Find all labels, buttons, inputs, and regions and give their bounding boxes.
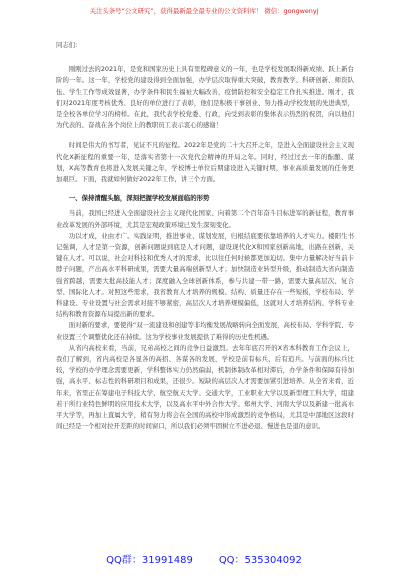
section-heading: 一、保持清醒头脑，深刻把握学校发展面临的形势 bbox=[68, 194, 210, 203]
document-body bbox=[56, 40, 354, 433]
paragraph-1: 刚刚过去的2021年，是党和国家历史上具有里程碑意义的一年，也是学校发展取得新成绩、跃上新台阶的一年。这一年，学校党的建设得到全面加强，办学层次取得重大突破，教育教学、科研创新、师资队伍、学生工作等成效显著，办学条件和民生福祉大幅改善，疫情防控和安全稳定工作扎实推进。刚才，我们对2021年度考核优秀、良好的单位进行了表彰，他们是积极干事创业、努力推动学校发展的先进典型，是全校各单位学习的榜样。在此，我代表学校党委、行政，向受到表彰的集体表示热烈的祝贺，向以他们为代表的、奋战在各个岗位上的教职员工表示衷心的感谢！ bbox=[56, 65, 354, 130]
section-paragraph-4: 从省内高校来看，当前，兄弟高校之间的竞争日益激烈。去年年底召开的X省本科教育工作会议上，我们了解到，省内高校是各显各的高招、各谋各的发展，学校是前有标兵、后有追兵。与前面的标兵比较，学校的办学理念需要更新，学科整体实力仍然偏弱，机制体制改革相对滞后，办学条件和保障有待加强，高水平、标志性的科研项目和成果，还很少。短缺的高层次人才需要加紧引进培养。从全省来看，近年来，省里正在筹建电子科技大学、航空航天大学、交通大学，工业职业大学以及新型理工科大学，组建若干所行业特色鲜明的应用技术大学，以及高水平中外合作大学。郑州大学、河南大学以及新建一批高水平大学等，再加上直属大学，稍有努力将会在全国的高校中形成激烈的竞争格局，尤其是中部地区这段时间已经是一个相对拉开差距的时间窗口，所以我们必须牢固树立不进必退、慢进也是退的意识。 bbox=[56, 343, 354, 431]
section-paragraph-3: 面对新的要求，要使得“双一流建设和创建等非均衡发展战略转向全面发展，高校布局、学科学院、专业设置三个调整优化还在持续。这为学校事业发展提供了难得的历史性机遇。 bbox=[56, 321, 354, 341]
qq-group-number: QQ群：31991489 bbox=[106, 555, 193, 566]
qq-number: QQ：535304092 bbox=[218, 555, 302, 566]
section-paragraph-1: 当前，我国已经进入全面建设社会主义现代化国家、向着第二个百年奋斗目标进军的新征程，教育事业改革发展的外部环境，尤其是宏观政策环境已发生深刻变化。 bbox=[56, 209, 354, 229]
footer-contacts bbox=[0, 551, 408, 566]
top-banner: 关注头条号“公文研究”，获得最新最全最专业的公文资料库！ 微信：gongwenyj bbox=[89, 7, 319, 15]
section-paragraph-2: 功以才成，业由才广。实践证明，推进事业、谋划发展，归根结底要依靠培养的人才实力。楼阳生书记强调，人才是第一资源，创新问题说到底是人才问题，建设现代化X和国家创新高地，出路在创新，关键在人才。可以说，社会对科技和优秀人才的需求，比以往任何时候都更加迫切。集中力量解决好当前卡脖子问题，产出高水平科研成果，需要大量高端创新型人才；加快制造业转型升级，推动制造大省向制造强省跨越，需要大批高技能人才；深度融入全球创新体系，参与共建一带一路，需要大量高层次、复合型、国际化人才。对照这些需求，我省教育人才培养的规模、结构、质量还存在一些短板，学校布局、学科建设、专业设置与社会需求对接不够紧密，高层次人才培养规模偏低，这就对人才培养结构、学科专业结构和教育资源布局提出新的要求。 bbox=[56, 231, 354, 319]
salutation: 同志们： bbox=[56, 41, 82, 49]
paragraph-2: 时间是伟大的书写者，见证不凡的征程。2022年是党的二十大召开之年，是进入全面建设社会主义现代化X新征程的重要一年，是落实省第十一次党代会精神的开局之年。同时，经过过去一年的酝酿、谋划，X高等教育也将进入发展关键之年，学校博士单位后期建设进入关键时期，事业高质量发展的任务更加艰巨。下面，我就如何做好2022年工作，讲三个方面。 bbox=[56, 141, 354, 184]
